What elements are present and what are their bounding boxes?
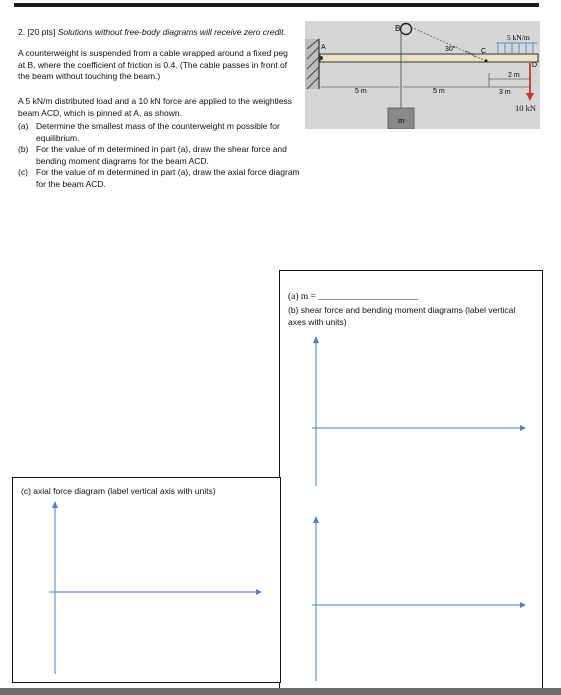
label-distributed-load: 5 kN/m: [507, 33, 530, 42]
part-c-label: (c): [18, 167, 28, 177]
part-b-answer-label: (b) shear force and bending moment diagrams (label vertical axes with units): [288, 305, 516, 327]
beam-figure: [305, 21, 540, 129]
answer-box-ab[interactable]: [279, 270, 543, 690]
part-a-answer-prefix: (a) m =: [288, 292, 317, 302]
pin-a: [319, 56, 323, 60]
part-b-item: [18, 144, 308, 167]
label-dim-left: 5 m: [355, 88, 367, 95]
label-d: D: [532, 62, 538, 69]
axial-force-axes[interactable]: [13, 478, 280, 682]
beam-figure-drawing: [305, 21, 540, 129]
axial-vertical-arrowhead: [52, 501, 58, 508]
label-b: B: [395, 24, 401, 33]
beam-acd: [320, 54, 538, 62]
label-dim-3m: 3 m: [499, 89, 511, 96]
point-c: [484, 59, 487, 62]
part-a-text: Determine the smallest mass of the counterweight m possible for equilibrium.: [36, 121, 280, 143]
problem-paragraph-2: A 5 kN/m distributed load and a 10 kN force are applied to the weightless beam ACD, which is pinned at A, as shown.: [18, 96, 293, 118]
problem-number: 2. [20 pts]: [18, 27, 56, 37]
problem-paragraph-1: A counterweight is suspended from a cable wrapped around a fixed peg at B, where the coefficient of friction is 0.4. (The cable passes in front of the beam without touching the beam.): [18, 48, 288, 81]
moment-diagram-axes: [312, 516, 526, 681]
bottom-rule: [0, 688, 561, 695]
problem-note: Solutions without free-body diagrams will receive zero credit.: [57, 27, 286, 37]
part-b-text: For the value of m determined in part (a), draw the shear force and bending moment diagrams for the beam ACD.: [36, 144, 287, 166]
label-dim-2m: 2 m: [508, 72, 520, 79]
shear-diagram-axes: [312, 336, 526, 486]
problem-header: [18, 27, 286, 37]
shear-moment-axes[interactable]: [280, 271, 542, 689]
top-rule: [14, 3, 539, 7]
part-a-answer-blank[interactable]: _____________________: [318, 292, 419, 302]
label-angle: 30°: [445, 46, 456, 53]
part-b-label: (b): [18, 144, 29, 154]
part-c-item: [18, 167, 308, 190]
axial-horizontal-arrowhead: [256, 589, 262, 595]
problem-parts-list: [18, 121, 308, 190]
part-a-item: [18, 121, 308, 144]
label-dim-mid: 5 m: [433, 88, 445, 95]
part-c-answer-label: (c) axial force diagram (label vertical axis with units): [21, 486, 216, 496]
label-c: C: [481, 48, 487, 55]
label-mass: m: [398, 116, 405, 125]
distributed-load-arrows: [496, 43, 537, 53]
part-c-text: For the value of m determined in part (a), draw the axial force diagram for the beam ACD.: [36, 167, 300, 189]
part-a-label: (a): [18, 121, 29, 131]
answer-box-c[interactable]: [12, 477, 281, 683]
label-a: A: [321, 44, 326, 51]
label-force: 10 kN: [515, 103, 537, 113]
wall-support: [305, 39, 319, 89]
dimension-lines: [321, 73, 530, 87]
peg-b: [401, 24, 412, 35]
